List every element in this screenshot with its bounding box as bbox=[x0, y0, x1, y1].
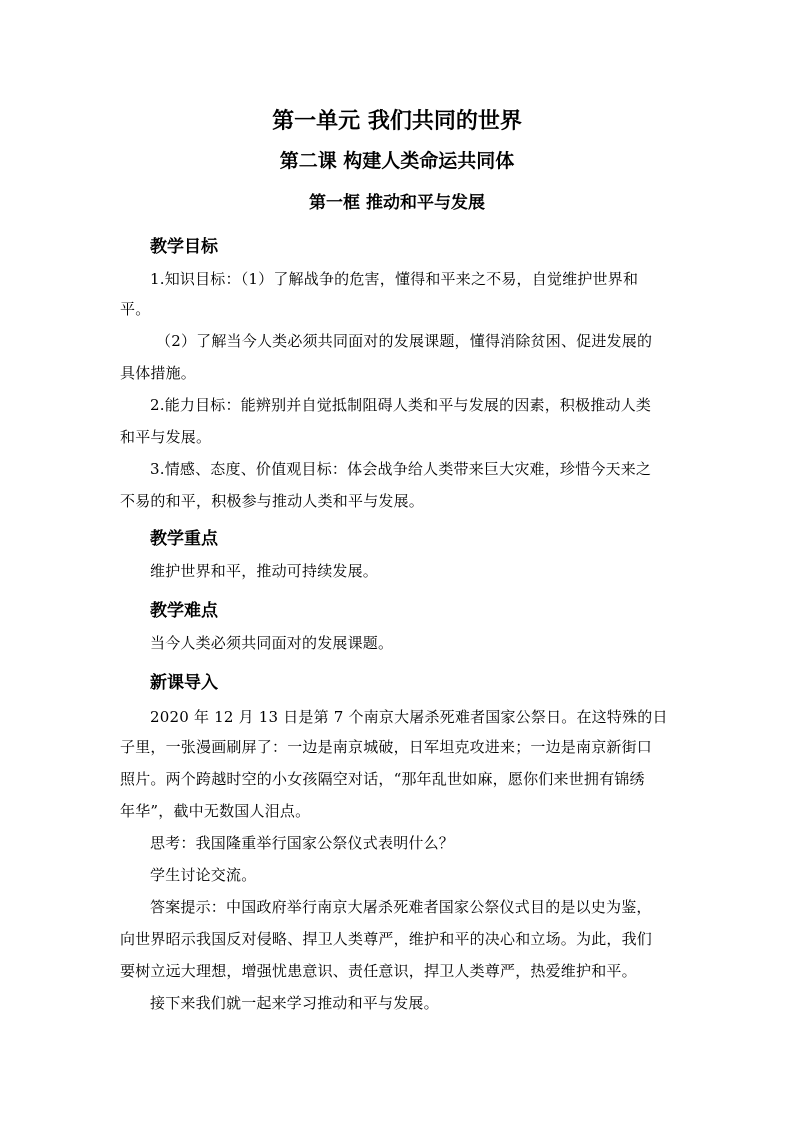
key-points-heading: 教学重点 bbox=[150, 529, 218, 549]
intro-line: 接下来我们就一起来学习推动和平与发展。 bbox=[150, 994, 439, 1012]
intro-heading: 新课导入 bbox=[150, 673, 218, 693]
intro-line: 照片。两个跨越时空的小女孩隔空对话，“那年乱世如麻，愿你们来世拥有锦绣 bbox=[120, 770, 645, 788]
intro-line: 年华”，截中无数国人泪点。 bbox=[120, 802, 311, 820]
objectives-line: 和平与发展。 bbox=[120, 428, 212, 446]
objectives-line: 不易的和平，积极参与推动人类和平与发展。 bbox=[120, 492, 425, 510]
objectives-line: 2.能力目标：能辨别并自觉抵制阻碍人类和平与发展的因素，积极推动人类 bbox=[150, 396, 652, 414]
objectives-heading: 教学目标 bbox=[150, 237, 218, 257]
intro-line: 答案提示：中国政府举行南京大屠杀死难者国家公祭仪式目的是以史为鉴， bbox=[150, 898, 652, 916]
difficulties-line: 当今人类必须共同面对的发展课题。 bbox=[150, 634, 394, 652]
section-title: 第一框 推动和平与发展 bbox=[309, 193, 485, 213]
difficulties-heading: 教学难点 bbox=[150, 601, 218, 621]
key-points-line: 维护世界和平，推动可持续发展。 bbox=[150, 562, 379, 580]
intro-line: 思考：我国隆重举行国家公祭仪式表明什么？ bbox=[150, 834, 455, 852]
objectives-line: 具体措施。 bbox=[120, 364, 197, 382]
intro-line: 向世界昭示我国反对侵略、捍卫人类尊严，维护和平的决心和立场。为此，我们 bbox=[120, 930, 653, 948]
objectives-line: （2）了解当今人类必须共同面对的发展课题，懂得消除贫困、促进发展的 bbox=[156, 332, 653, 350]
objectives-line: 3.情感、态度、价值观目标：体会战争给人类带来巨大灾难，珍惜今天来之 bbox=[150, 460, 652, 478]
intro-line: 要树立远大理想，增强忧患意识、责任意识，捍卫人类尊严，热爱维护和平。 bbox=[120, 962, 637, 980]
intro-line: 子里，一张漫画刷屏了：一边是南京城破，日军坦克攻进来；一边是南京新街口 bbox=[120, 738, 653, 756]
objectives-line: 平。 bbox=[120, 300, 151, 318]
lesson-title: 第二课 构建人类命运共同体 bbox=[279, 150, 515, 172]
objectives-line: 1.知识目标：（1）了解战争的危害，懂得和平来之不易，自觉维护世界和 bbox=[150, 270, 639, 288]
intro-line: 2020 年 12 月 13 日是第 7 个南京大屠杀死难者国家公祭日。在这特殊的日 bbox=[150, 708, 668, 726]
unit-title: 第一单元 我们共同的世界 bbox=[272, 109, 522, 134]
intro-line: 学生讨论交流。 bbox=[150, 866, 257, 884]
